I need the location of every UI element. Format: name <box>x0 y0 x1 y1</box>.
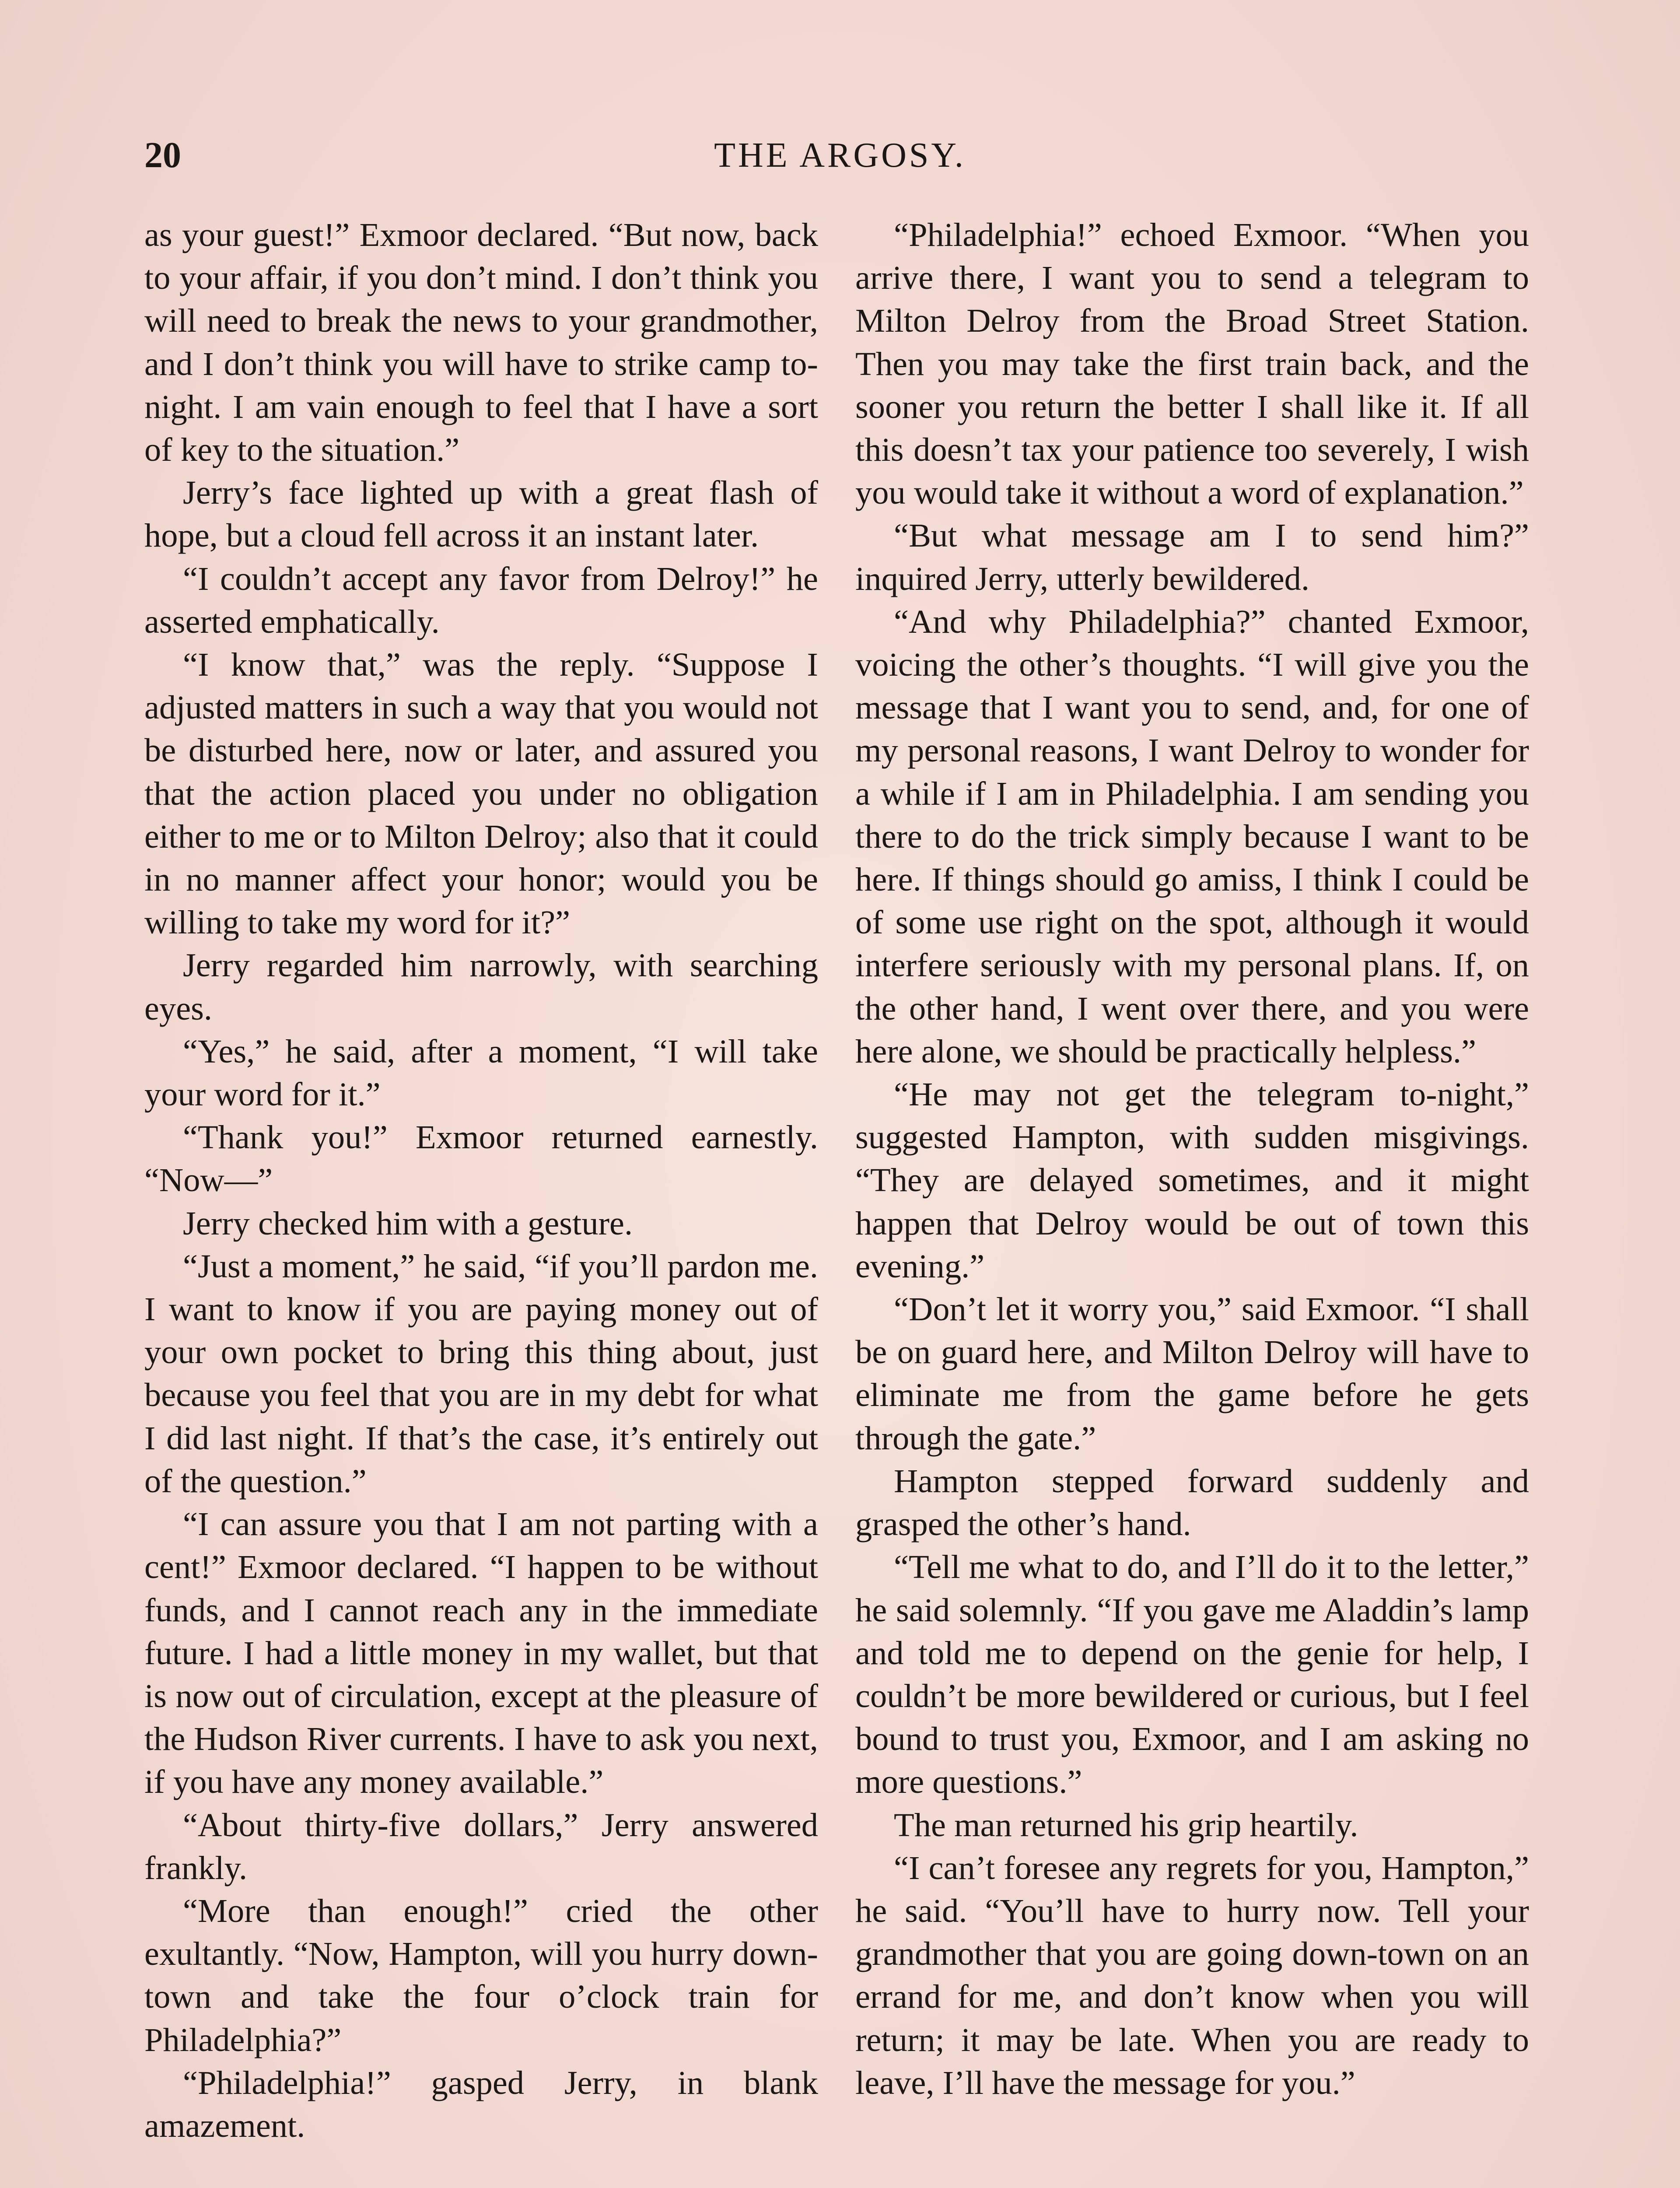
page-header <box>144 131 1536 179</box>
paragraph: “More than enough!” cried the other exultantly. “Now, Hampton, will you hurry down-town and take the four o’clock train for Philadelphia?” <box>144 1892 818 2058</box>
paragraph: Jerry checked him with a gesture. <box>183 1204 633 1242</box>
paragraph: “And why Philadelphia?” chanted Exmoor, voicing the other’s thoughts. “I will give you the message that I want you to send, and, for one of my personal reasons, I want Delroy to wonder for a while if I am in Philadelphia. I am sending you there to do the trick simply because I want to be here. If things should go amiss, I think I could be of some use right on the spot, although it would interfere seriously with my personal plans. If, on the other hand, I went over there, and you were here alone, we should be practically helpless.” <box>855 603 1529 1070</box>
paragraph: “I know that,” was the reply. “Suppose I adjusted matters in such a way that you would not be disturbed here, now or later, and assured you that the action placed you under no obligation either to me or to Milton Delroy; also that it could in no manner affect your honor; would you be willing to take my word for it?” <box>144 646 818 941</box>
page-number: 20 <box>144 135 181 175</box>
paragraph: “I can’t foresee any regrets for you, Hampton,” he said. “You’ll have to hurry now. Tell your grandmother that you are going down-town on an errand for me, and don’t know when you will return; it may be late. When you are ready to leave, I’ll have the message for you.” <box>855 1849 1529 2101</box>
paragraph: “I couldn’t accept any favor from Delroy!” he asserted emphatically. <box>144 560 818 640</box>
paragraph: Hampton stepped forward suddenly and grasped the other’s hand. <box>855 1462 1529 1543</box>
paragraph: “Philadelphia!” gasped Jerry, in blank amazement. <box>144 2064 818 2144</box>
paragraph: “Don’t let it worry you,” said Exmoor. “I shall be on guard here, and Milton Delroy will have to eliminate me from the game before he gets through the gate.” <box>855 1290 1529 1457</box>
paragraph: “Just a moment,” he said, “if you’ll pardon me. I want to know if you are paying money out of your own pocket to bring this thing about, just because you feel that you are in my debt for what I did last night. If that’s the case, it’s entirely out of the question.” <box>144 1247 818 1500</box>
paragraph: Jerry’s face lighted up with a great flash of hope, but a cloud fell across it an instant later. <box>144 474 818 554</box>
paragraph: “Yes,” he said, after a moment, “I will take your word for it.” <box>144 1032 818 1113</box>
paragraph: as your guest!” Exmoor declared. “But now, back to your affair, if you don’t mind. I don’t think you will need to break the news to your grandmother, and I don’t think you will have to strike camp to-night. I am vain enough to feel that I have a sort of key to the situation.” <box>144 216 818 469</box>
paragraph: “About thirty-five dollars,” Jerry answered frankly. <box>144 1806 818 1886</box>
paragraph: “Tell me what to do, and I’ll do it to the letter,” he said solemnly. “If you gave me Aladdin’s lamp and told me to depend on the genie for help, I couldn’t be more bewildered or curious, but I feel bound to trust you, Exmoor, and I am asking no more questions.” <box>855 1548 1529 1801</box>
paragraph: “But what message am I to send him?” inquired Jerry, utterly bewildered. <box>855 517 1529 597</box>
right-column <box>855 214 1529 2104</box>
paragraph: “He may not get the telegram to-night,” suggested Hampton, with sudden misgivings. “They are delayed sometimes, and it might happen that Delroy would be out of town this evening.” <box>855 1076 1529 1285</box>
paragraph: “Thank you!” Exmoor returned earnestly. “Now—” <box>144 1119 818 1199</box>
paragraph: “I can assure you that I am not parting with a cent!” Exmoor declared. “I happen to be without funds, and I cannot reach any in the immediate future. I had a little money in my wallet, but that is now out of circulation, except at the pleasure of the Hudson River currents. I have to ask you next, if you have any money available.” <box>144 1505 818 1801</box>
left-column <box>144 214 818 2147</box>
paragraph: The man returned his grip heartily. <box>894 1806 1358 1844</box>
paragraph: Jerry regarded him narrowly, with searching eyes. <box>144 947 818 1027</box>
paragraph: “Philadelphia!” echoed Exmoor. “When you arrive there, I want you to send a telegram to Milton Delroy from the Broad Street Station. Then you may take the first train back, and the sooner you return the better I shall like it. If all this doesn’t tax your patience too severely, I wish you would take it without a word of explanation.” <box>855 216 1529 512</box>
running-head: THE ARGOSY. <box>714 136 966 175</box>
